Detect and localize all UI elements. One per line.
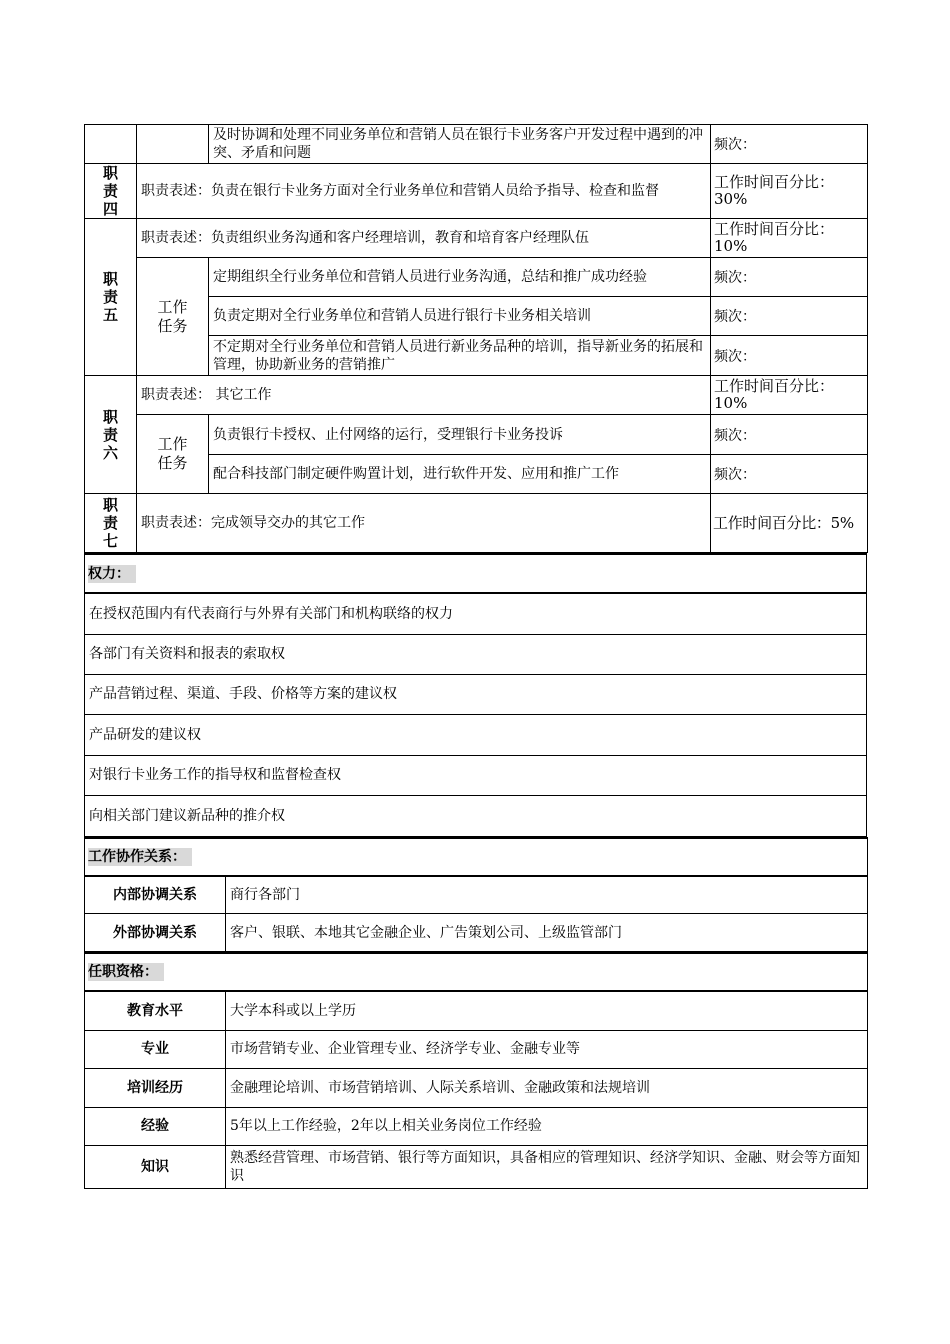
list-item: 对银行卡业务工作的指导权和监督检查权	[85, 755, 867, 795]
task-cell: 负责银行卡授权、止付网络的运行，受理银行卡业务投诉	[209, 415, 711, 455]
table-row	[85, 991, 868, 1030]
task-cell: 不定期对全行业务单位和营销人员进行新业务品种的培训，指导新业务的拓展和管理，协助新业务的营销推广	[209, 336, 711, 376]
qualifications-table	[84, 952, 868, 1189]
table-row	[85, 1107, 868, 1145]
frequency-cell: 频次：	[711, 297, 868, 336]
duty-4-time-percent: 工作时间百分比：30%	[711, 164, 868, 219]
frequency-cell: 频次：	[711, 336, 868, 376]
list-item: 向相关部门建议新品种的推介权	[85, 795, 867, 836]
duty-5-task-label: 工作 任务	[137, 258, 209, 376]
table-row	[85, 914, 868, 952]
table-row	[85, 953, 868, 991]
duty-7-time-percent: 工作时间百分比：5%	[711, 494, 868, 553]
experience-value: 5年以上工作经验，2年以上相关业务岗位工作经验	[226, 1107, 868, 1145]
duty-4-label: 职 责 四	[85, 164, 137, 219]
list-item: 在授权范围内有代表商行与外界有关部门和机构联络的权力	[85, 593, 867, 634]
authority-table	[84, 553, 867, 837]
knowledge-label: 知识	[85, 1145, 226, 1188]
experience-label: 经验	[85, 1107, 226, 1145]
task-cell: 配合科技部门制定硬件购置计划，进行软件开发、应用和推广工作	[209, 455, 711, 494]
education-value: 大学本科或以上学历	[226, 991, 868, 1030]
table-row	[85, 164, 868, 219]
job-description-page	[84, 124, 867, 1189]
table-row	[85, 554, 867, 593]
task-cell: 定期组织全行业务单位和营销人员进行业务沟通，总结和推广成功经验	[209, 258, 711, 297]
task-cell: 及时协调和处理不同业务单位和营销人员在银行卡业务客户开发过程中遇到的冲突、矛盾和问题	[209, 125, 711, 164]
frequency-cell: 频次：	[711, 415, 868, 455]
task-cell: 负责定期对全行业务单位和营销人员进行银行卡业务相关培训	[209, 297, 711, 336]
table-row	[85, 415, 868, 455]
list-item: 各部门有关资料和报表的索取权	[85, 634, 867, 674]
duty-6-task-label: 工作 任务	[137, 415, 209, 494]
duty-6-label: 职 责 六	[85, 376, 137, 494]
table-row	[85, 125, 868, 164]
table-row	[85, 1068, 868, 1107]
table-row	[85, 838, 868, 876]
major-label: 专业	[85, 1030, 226, 1068]
table-row	[85, 219, 868, 258]
frequency-cell: 频次：	[711, 455, 868, 494]
external-relations-value: 客户、银联、本地其它金融企业、广告策划公司、上级监管部门	[226, 914, 868, 952]
relations-table	[84, 837, 868, 953]
authority-section-title: 权力：	[85, 554, 867, 593]
table-row	[85, 494, 868, 553]
table-row	[85, 1030, 868, 1068]
internal-relations-value: 商行各部门	[226, 876, 868, 914]
education-label: 教育水平	[85, 991, 226, 1030]
duty-7-label: 职 责 七	[85, 494, 137, 553]
major-value: 市场营销专业、企业管理专业、经济学专业、金融专业等	[226, 1030, 868, 1068]
table-row	[85, 876, 868, 914]
duty-5-time-percent: 工作时间百分比：10%	[711, 219, 868, 258]
list-item: 产品营销过程、渠道、手段、价格等方案的建议权	[85, 674, 867, 714]
duty-6-description: 职责表述： 其它工作	[137, 376, 711, 415]
table-row	[85, 258, 868, 297]
internal-relations-label: 内部协调关系	[85, 876, 226, 914]
external-relations-label: 外部协调关系	[85, 914, 226, 952]
frequency-cell: 频次：	[711, 125, 868, 164]
duties-table	[84, 124, 868, 553]
list-item: 产品研发的建议权	[85, 714, 867, 755]
table-row	[85, 1145, 868, 1188]
knowledge-value: 熟悉经营管理、市场营销、银行等方面知识，具备相应的管理知识、经济学知识、金融、财会等方面知识	[226, 1145, 868, 1188]
training-label: 培训经历	[85, 1068, 226, 1107]
relations-section-title: 工作协作关系：	[85, 838, 868, 876]
duty-5-description: 职责表述：负责组织业务沟通和客户经理培训，教育和培育客户经理队伍	[137, 219, 711, 258]
duty-5-label: 职 责 五	[85, 219, 137, 376]
duty-6-time-percent: 工作时间百分比：10%	[711, 376, 868, 415]
frequency-cell: 频次：	[711, 258, 868, 297]
training-value: 金融理论培训、市场营销培训、人际关系培训、金融政策和法规培训	[226, 1068, 868, 1107]
qualifications-section-title: 任职资格：	[85, 953, 868, 991]
duty-7-description: 职责表述：完成领导交办的其它工作	[137, 494, 711, 553]
duty-4-description: 职责表述：负责在银行卡业务方面对全行业务单位和营销人员给予指导、检查和监督	[137, 164, 711, 219]
table-row	[85, 376, 868, 415]
